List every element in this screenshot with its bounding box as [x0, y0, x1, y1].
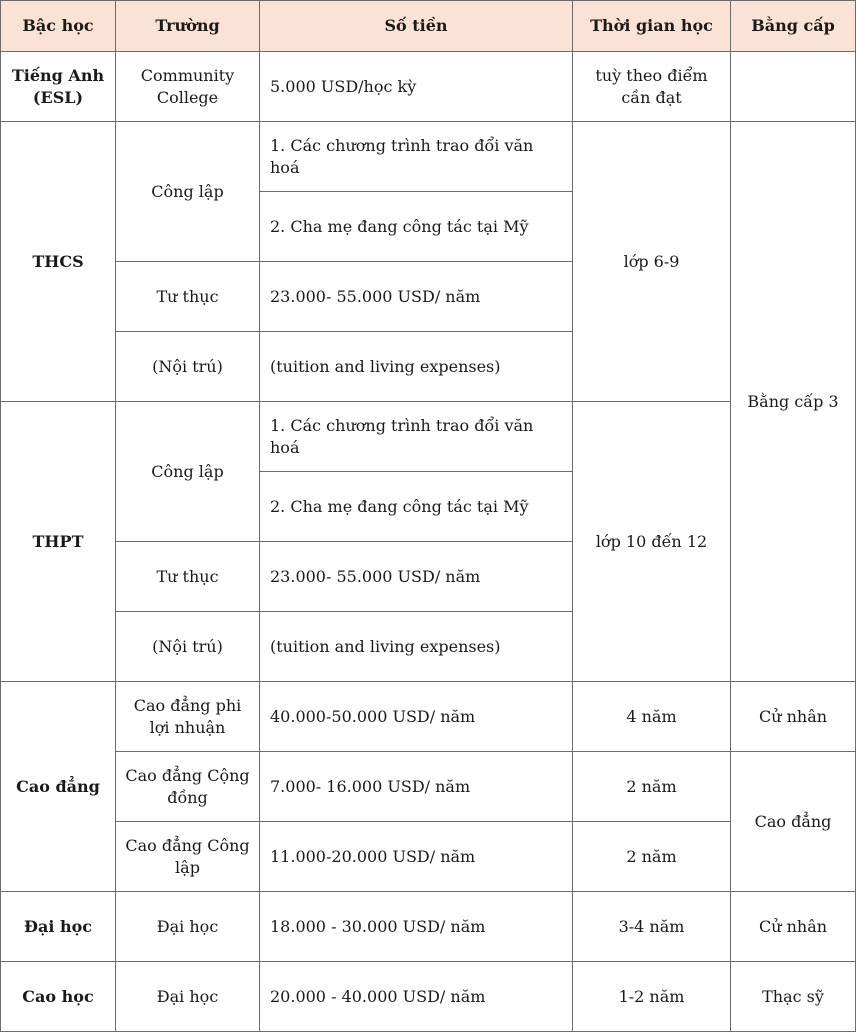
level-cell: Cao học	[1, 962, 116, 1032]
table-row-esl	[1, 52, 856, 122]
school-cell: Cao đẳng Cộng đồng	[116, 752, 260, 822]
school-cell: Đại học	[116, 962, 260, 1032]
table-row-cao-dang-3	[1, 822, 856, 892]
school-cell: Tư thục	[116, 542, 260, 612]
table-row-cao-dang-2	[1, 752, 856, 822]
amount-cell: 1. Các chương trình trao đổi văn hoá	[260, 402, 573, 472]
duration-cell: 1-2 năm	[573, 962, 731, 1032]
degree-cell: Cử nhân	[731, 892, 856, 962]
degree-cell: Thạc sỹ	[731, 962, 856, 1032]
table-row-cao-dang-1	[1, 682, 856, 752]
school-cell: Community College	[116, 52, 260, 122]
header-degree: Bằng cấp	[731, 1, 856, 52]
amount-cell: 40.000-50.000 USD/ năm	[260, 682, 573, 752]
duration-cell: 2 năm	[573, 822, 731, 892]
level-cell: Cao đẳng	[1, 682, 116, 892]
level-cell: Đại học	[1, 892, 116, 962]
degree-cell: Cử nhân	[731, 682, 856, 752]
amount-cell: 20.000 - 40.000 USD/ năm	[260, 962, 573, 1032]
school-cell: Công lập	[116, 122, 260, 262]
amount-cell: 1. Các chương trình trao đổi văn hoá	[260, 122, 573, 192]
amount-cell: 2. Cha mẹ đang công tác tại Mỹ	[260, 192, 573, 262]
school-cell: Công lập	[116, 402, 260, 542]
school-cell: Đại học	[116, 892, 260, 962]
duration-cell: 3-4 năm	[573, 892, 731, 962]
table-row-thcs-1	[1, 122, 856, 192]
school-cell: (Nội trú)	[116, 332, 260, 402]
header-school: Trường	[116, 1, 260, 52]
degree-cell: Bằng cấp 3	[731, 122, 856, 682]
school-cell: Cao đẳng Công lập	[116, 822, 260, 892]
level-cell: THCS	[1, 122, 116, 402]
amount-cell: (tuition and living expenses)	[260, 612, 573, 682]
amount-cell: 18.000 - 30.000 USD/ năm	[260, 892, 573, 962]
degree-cell	[731, 52, 856, 122]
duration-cell: 4 năm	[573, 682, 731, 752]
school-cell: (Nội trú)	[116, 612, 260, 682]
amount-cell: 11.000-20.000 USD/ năm	[260, 822, 573, 892]
amount-cell: 5.000 USD/học kỳ	[260, 52, 573, 122]
school-cell: Tư thục	[116, 262, 260, 332]
duration-cell: tuỳ theo điểm cần đạt	[573, 52, 731, 122]
table-row-dai-hoc	[1, 892, 856, 962]
amount-cell: 7.000- 16.000 USD/ năm	[260, 752, 573, 822]
amount-cell: 23.000- 55.000 USD/ năm	[260, 262, 573, 332]
amount-cell: 23.000- 55.000 USD/ năm	[260, 542, 573, 612]
header-level: Bậc học	[1, 1, 116, 52]
header-row	[1, 1, 856, 52]
school-cell: Cao đẳng phi lợi nhuận	[116, 682, 260, 752]
level-cell: Tiếng Anh (ESL)	[1, 52, 116, 122]
duration-cell: 2 năm	[573, 752, 731, 822]
amount-cell: (tuition and living expenses)	[260, 332, 573, 402]
table-row-cao-hoc	[1, 962, 856, 1032]
degree-cell: Cao đẳng	[731, 752, 856, 892]
header-duration: Thời gian học	[573, 1, 731, 52]
amount-cell: 2. Cha mẹ đang công tác tại Mỹ	[260, 472, 573, 542]
level-cell: THPT	[1, 402, 116, 682]
header-amount: Số tiền	[260, 1, 573, 52]
duration-cell: lớp 10 đến 12	[573, 402, 731, 682]
table-row-thpt-1	[1, 402, 856, 472]
duration-cell: lớp 6-9	[573, 122, 731, 402]
